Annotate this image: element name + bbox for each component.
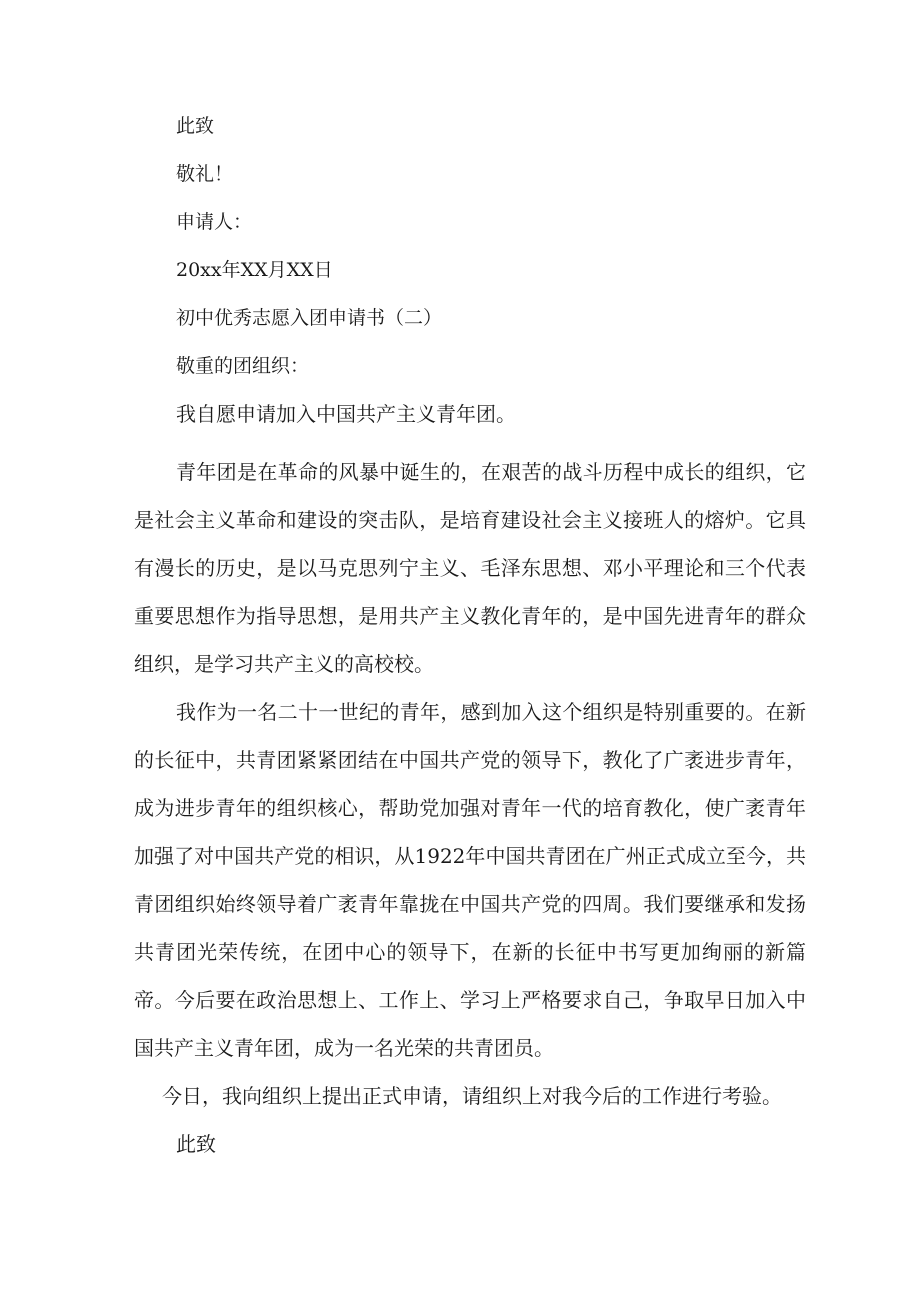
letter-greeting: 敬重的团组织： bbox=[176, 355, 310, 377]
letter-title: 初中优秀志愿入团申请书（二） bbox=[176, 307, 443, 329]
letter-paragraph-3: 今日，我向组织上提出正式申请，请组织上对我今后的工作进行考验。 bbox=[162, 1084, 782, 1108]
applicant-label: 申请人： bbox=[176, 211, 253, 233]
letter-closing-salutation: 此致 bbox=[176, 1132, 216, 1156]
document-body bbox=[134, 112, 806, 1168]
closing-salutation: 此致 bbox=[176, 115, 215, 137]
date-line: 20xx年XX月XX日 bbox=[176, 259, 333, 281]
letter-paragraph-1: 青年团是在革命的风暴中诞生的，在艰苦的战斗历程中成长的组织，它是社会主义革命和建设的突击队，是培育建设社会主义接班人的熔炉。它具有漫长的历史，是以马克思列宁主义、毛泽东思想、邓小平理论和三个代表重要思想作为指导思想，是用共产主义教化青年的，是中国先进青年的群众组织，是学习共产主义的高校校。 bbox=[134, 460, 806, 676]
letter-paragraph-2: 我作为一名二十一世纪的青年，感到加入这个组织是特别重要的。在新的长征中，共青团紧紧团结在中国共产党的领导下，教化了广袤进步青年，成为进步青年的组织核心，帮助党加强对青年一代的培育教化，使广袤青年加强了对中国共产党的相识，从1922年中国共青团在广州正式成立至今，共青团组织始终领导着广袤青年靠拢在中国共产党的四周。我们要继承和发扬共青团光荣传统，在团中心的领导下，在新的长征中书写更加绚丽的新篇帝。今后要在政治思想上、工作上、学习上严格要求自己，争取早日加入中国共产主义青年团，成为一名光荣的共青团员。 bbox=[134, 700, 806, 1060]
letter-intro: 我自愿申请加入中国共产主义青年团。 bbox=[176, 402, 516, 426]
closing-regards: 敬礼！ bbox=[176, 163, 234, 185]
